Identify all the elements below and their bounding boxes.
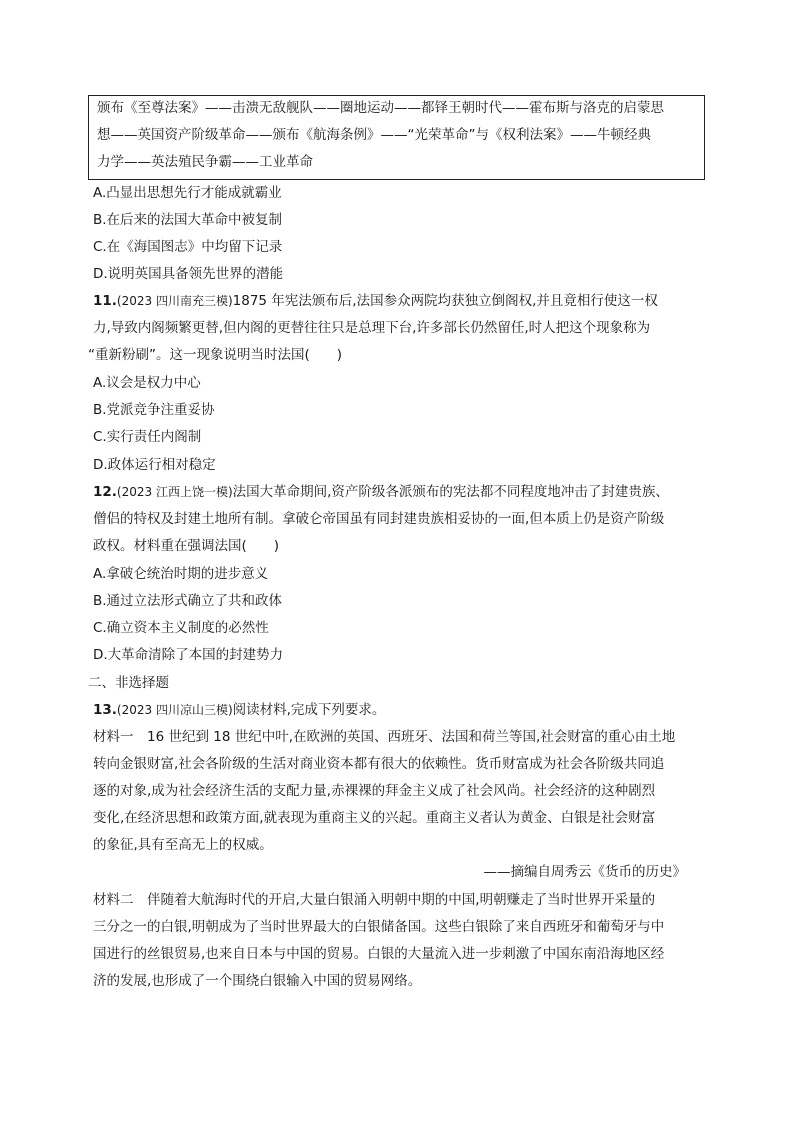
material-1-line: 变化,在经济思想和政策方面,就表现为重商主义的兴起。重商主义者认为黄金、白银是社会财富	[93, 810, 656, 826]
q10-option-d: D.说明英国具备领先世界的潜能	[93, 266, 284, 282]
q12-option-a: A.拿破仑统治时期的进步意义	[93, 566, 269, 582]
q12-option-b: B.通过立法形式确立了共和政体	[93, 593, 283, 609]
q10-option-b: B.在后来的法国大革命中被复制	[93, 212, 283, 228]
q10-option-c: C.在《海国图志》中均留下记录	[93, 239, 283, 255]
material-1-line: 材料一 16 世纪到 18 世纪中叶,在欧洲的英国、西班牙、法国和荷兰等国,社会财富的重心由土地	[93, 729, 676, 745]
material-2-line: 济的发展,也形成了一个围绕白银输入中国的贸易网络。	[93, 973, 422, 989]
material-box-line: 力学——英法殖民争霸——工业革命	[97, 154, 313, 170]
q13-stem	[93, 701, 385, 719]
q11-option-a: A.议会是权力中心	[93, 375, 201, 391]
q12-stem-line-1	[93, 483, 669, 501]
q12-option-c: C.确立资本主义制度的必然性	[93, 620, 269, 636]
q12-source: (2023 江西上饶一模)	[116, 485, 233, 499]
material-1-line: 的象征,具有至高无上的权威。	[93, 837, 273, 853]
q11-option-d: D.政体运行相对稳定	[93, 457, 216, 473]
material-box-line: 颁布《至尊法案》——击溃无敌舰队——圈地运动——都铎王朝时代——霍布斯与洛克的启蒙思	[97, 100, 664, 116]
q11-number: 11.	[93, 293, 117, 309]
q13-source: (2023 四川凉山三模)	[116, 703, 233, 717]
q11-option-b: B.党派竞争注重妥协	[93, 402, 215, 418]
material-2-line: 三分之一的白银,明朝成为了当时世界最大的白银储备国。这些白银除了来自西班牙和葡萄牙与中	[93, 919, 665, 935]
q12-stem-line: 政权。材料重在强调法国( )	[93, 538, 280, 554]
material-2-line: 国进行的丝银贸易,也来自日本与中国的贸易。白银的大量流入进一步刺激了中国东南沿海地区经	[93, 946, 665, 962]
q10-option-a: A.凸显出思想先行才能成就霸业	[93, 185, 282, 201]
section-heading: 二、非选择题	[88, 675, 169, 691]
q11-stem-line-1	[93, 292, 658, 310]
q11-source: (2023 四川南充三模)	[116, 294, 233, 308]
q11-text: 1875 年宪法颁布后,法国参众两院均获独立倒阁权,并且竟相行使这一权	[232, 293, 658, 309]
q13-number: 13.	[93, 702, 117, 718]
q12-number: 12.	[93, 484, 117, 500]
material-1-line: 逐的对象,成为社会经济生活的支配力量,赤裸裸的拜金主义成了社会风尚。社会经济的这种剧烈	[93, 783, 656, 799]
q11-stem-line: “重新粉刷”。这一现象说明当时法国( )	[88, 347, 343, 363]
material-box	[88, 95, 705, 180]
q12-stem-line: 僧侣的特权及封建土地所有制。拿破仑帝国虽有同封建贵族相妥协的一面,但本质上仍是资产阶级	[93, 511, 665, 527]
q13-intro: 阅读材料,完成下列要求。	[232, 702, 386, 718]
q11-option-c: C.实行责任内阁制	[93, 429, 202, 445]
material-1-source: ——摘编自周秀云《货币的历史》	[483, 864, 686, 880]
material-box-line: 想——英国资产阶级革命——颁布《航海条例》——“光荣革命”与《权利法案》——牛顿经典	[97, 127, 651, 143]
q12-text: 法国大革命期间,资产阶级各派颁布的宪法都不同程度地冲击了封建贵族、	[232, 484, 669, 500]
q12-option-d: D.大革命清除了本国的封建势力	[93, 647, 284, 663]
material-2-line: 材料二 伴随着大航海时代的开启,大量白银涌入明朝中期的中国,明朝赚走了当时世界开采量的	[93, 892, 656, 908]
material-1-line: 转向金银财富,社会各阶级的生活对商业资本都有很大的依赖性。货币财富成为社会各阶级共同追	[93, 756, 665, 772]
q11-stem-line: 力,导致内阁频繁更替,但内阁的更替往往只是总理下台,许多部长仍然留任,时人把这个现象称为	[93, 320, 651, 336]
